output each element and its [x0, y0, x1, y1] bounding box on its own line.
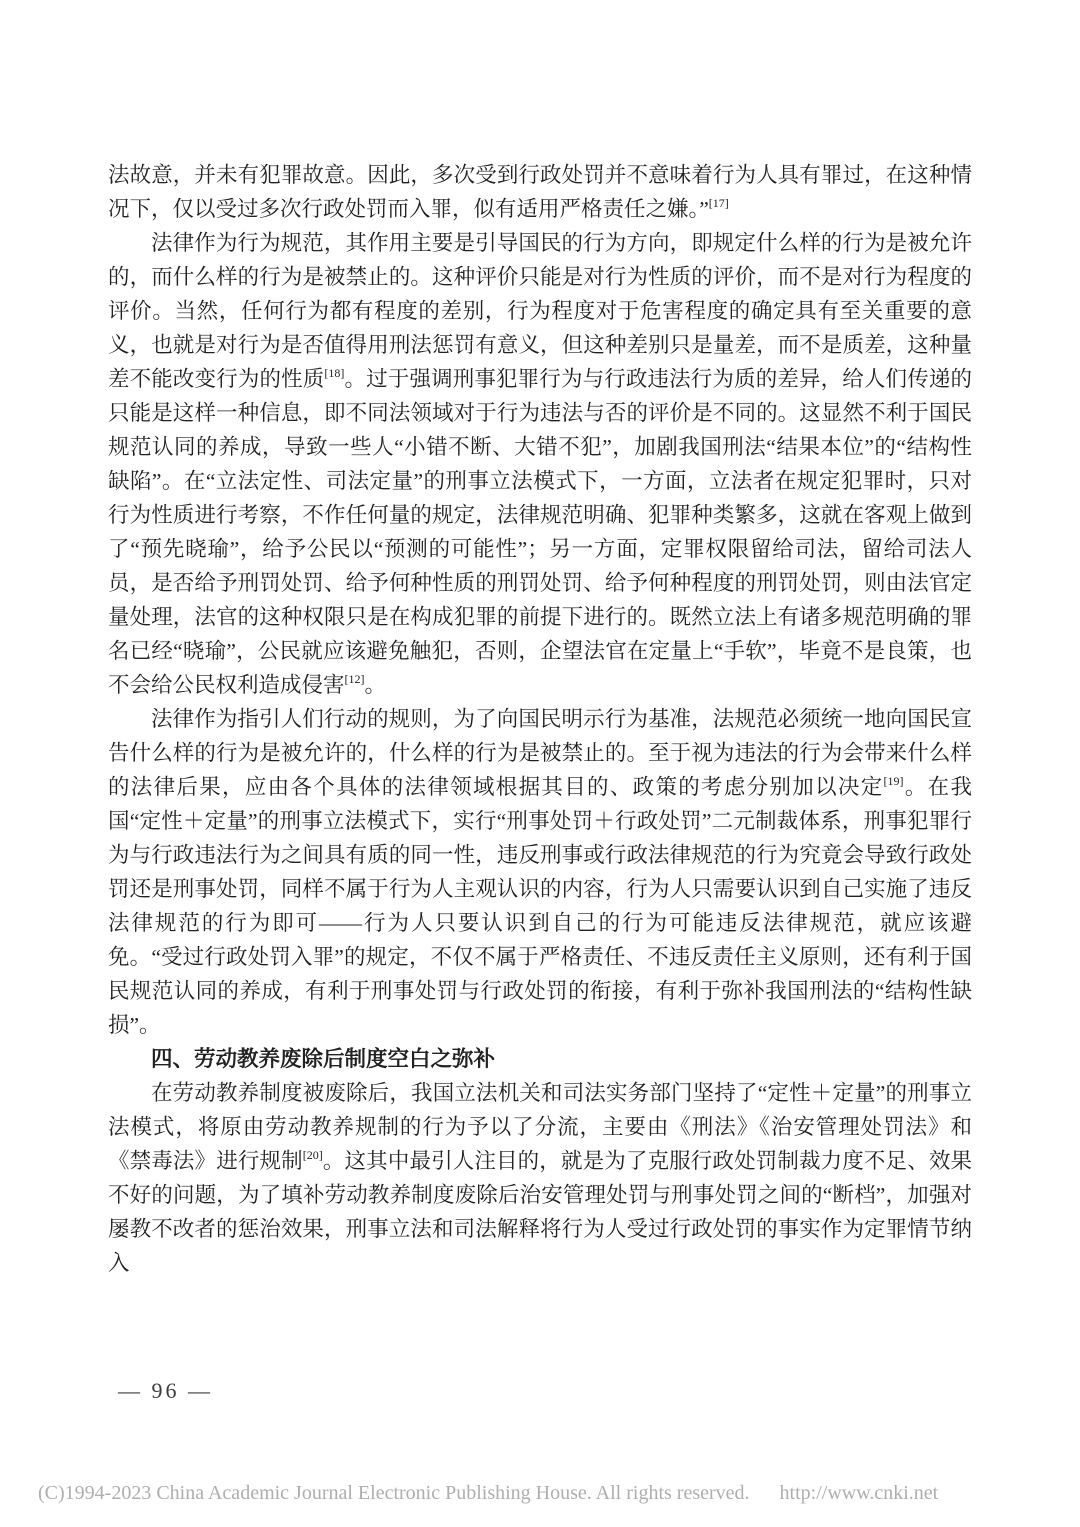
page-body	[108, 158, 972, 1280]
footnote-ref: [20]	[302, 1147, 323, 1162]
page-number: — 96 —	[118, 1378, 213, 1403]
paragraph: 在劳动教养制度被废除后，我国立法机关和司法实务部门坚持了“定性＋定量”的刑事立法模式，将原由劳动教养规制的行为予以了分流，主要由《刑法》《治安管理处罚法》和《禁毒法》进行规制[20]。这其中最引人注目的，就是为了克服行政处罚制裁力度不足、效果不好的问题，为了填补劳动教养制度废除后治安管理处罚与刑事处罚之间的“断档”，加强对屡教不改者的惩治效果，刑事立法和司法解释将行为人受过行政处罚的事实作为定罪情节纳入	[108, 1081, 972, 1275]
paragraph: 法律作为行为规范，其作用主要是引导国民的行为方向，即规定什么样的行为是被允许的，而什么样的行为是被禁止的。这种评价只能是对行为性质的评价，而不是对行为程度的评价。当然，任何行为都有程度的差别，行为程度对于危害程度的确定具有至关重要的意义，也就是对行为是否值得用刑法惩罚有意义，但这种差别只是量差，而不是质差，这种量差不能改变行为的性质[18]。过于强调刑事犯罪行为与行政违法行为质的差异，给人们传递的只能是这样一种信息，即不同法领域对于行为违法与否的评价是不同的。这显然不利于国民规范认同的养成，导致一些人“小错不断、大错不犯”，加剧我国刑法“结果本位”的“结构性缺陷”。在“立法定性、司法定量”的刑事立法模式下，一方面，立法者在规定犯罪时，只对行为性质进行考察，不作任何量的规定，法律规范明确、犯罪种类繁多，这就在客观上做到了“预先晓瑜”，给予公民以“预测的可能性”；另一方面，定罪权限留给司法，留给司法人员，是否给予刑罚处罚、给予何种性质的刑罚处罚、给予何种程度的刑罚处罚，则由法官定量处理，法官的这种权限只是在构成犯罪的前提下进行的。既然立法上有诸多规范明确的罪名已经“晓瑜”，公民就应该避免触犯，否则，企望法官在定量上“手软”，毕竟不是良策，也不会给公民权利造成侵害[12]。	[108, 231, 972, 697]
footer-copyright: (C)1994-2023 China Academic Journal Electronic Publishing House. All rights reserved.	[38, 1482, 750, 1504]
footnote-ref: [18]	[324, 365, 345, 380]
paragraph: 法故意，并未有犯罪故意。因此，多次受到行政处罚并不意味着行为人具有罪过，在这种情况下，仅以受过多次行政处罚而入罪，似有适用严格责任之嫌。”[17]	[108, 163, 972, 221]
footnote-ref: [17]	[708, 195, 729, 210]
footer-url: http://www.cnki.net	[779, 1482, 939, 1504]
paragraph: 法律作为指引人们行动的规则，为了向国民明示行为基准，法规范必须统一地向国民宣告什么样的行为是被允许的，什么样的行为是被禁止的。至于视为违法的行为会带来什么样的法律后果，应由各个具体的法律领域根据其目的、政策的考虑分别加以决定[19]。在我国“定性＋定量”的刑事立法模式下，实行“刑事处罚＋行政处罚”二元制裁体系，刑事犯罪行为与行政违法行为之间具有质的同一性，违反刑事或行政法律规范的行为究竟会导致行政处罚还是刑事处罚，同样不属于行为人主观认识的内容，行为人只需要认识到自己实施了违反法律规范的行为即可——行为人只要认识到自己的行为可能违反法律规范，就应该避免。“受过行政处罚入罪”的规定，不仅不属于严格责任、不违反责任主义原则，还有利于国民规范认同的养成，有利于刑事处罚与行政处罚的衔接，有利于弥补我国刑法的“结构性缺损”。	[108, 707, 972, 1037]
footnote-ref: [19]	[883, 773, 904, 788]
section-heading: 四、劳动教养废除后制度空白之弥补	[151, 1047, 496, 1071]
footer	[38, 1482, 1042, 1505]
footnote-ref: [12]	[344, 671, 365, 686]
